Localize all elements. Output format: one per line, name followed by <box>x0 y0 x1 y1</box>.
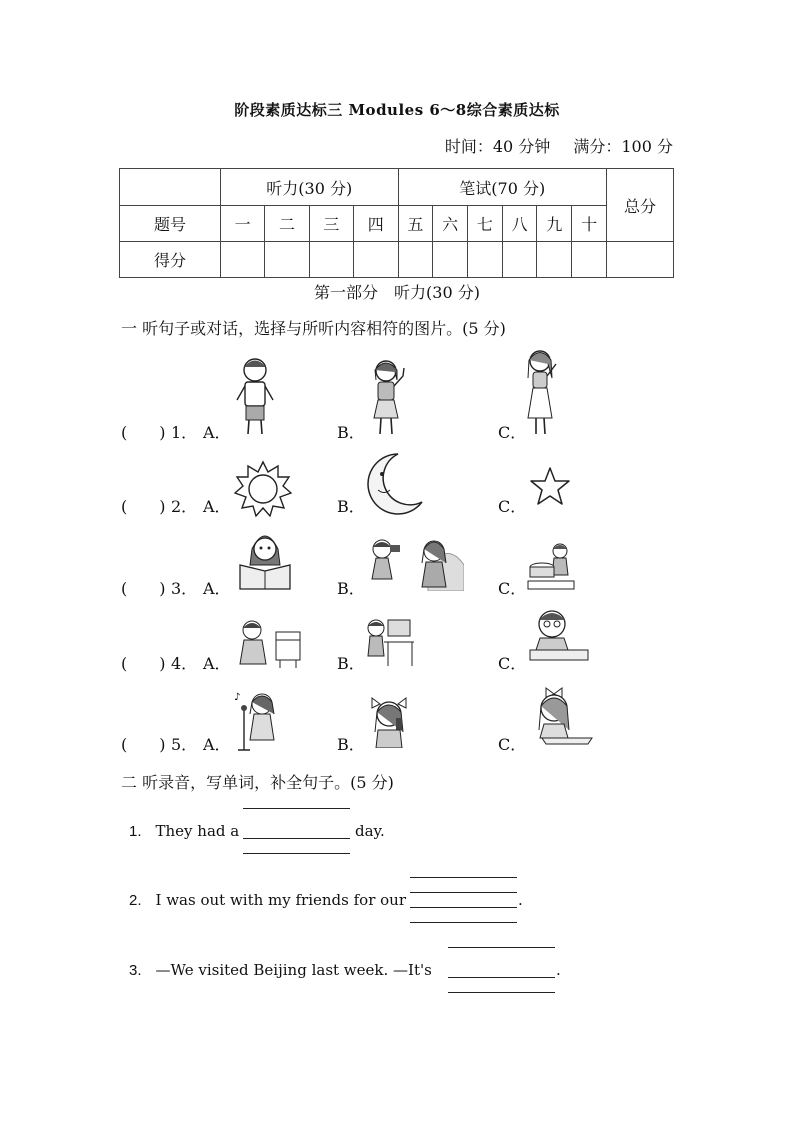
option-c-label: C． <box>498 579 527 598</box>
girl-on-phone-picture[interactable] <box>366 692 412 748</box>
answer-line[interactable] <box>410 907 517 908</box>
sentence-after: day. <box>355 822 385 840</box>
score-cell[interactable] <box>607 242 674 278</box>
sun-picture[interactable] <box>234 460 292 518</box>
answer-parentheses[interactable]: ( ) <box>121 497 166 516</box>
question-number: 三 <box>309 206 353 242</box>
score-cell[interactable] <box>502 242 537 278</box>
answer-line[interactable] <box>243 808 350 809</box>
option-c-label: C． <box>498 735 527 754</box>
answer-line[interactable] <box>448 977 555 978</box>
score-cell[interactable] <box>309 242 353 278</box>
question-number: 四 <box>354 206 398 242</box>
question-number: 3． <box>171 579 198 598</box>
question-label: 题号 <box>120 206 221 242</box>
option-a-label: A． <box>203 735 231 754</box>
boy-at-computer-picture[interactable] <box>366 616 416 668</box>
score-cell[interactable] <box>572 242 607 278</box>
exam-meta <box>445 134 673 157</box>
fill-sentence <box>129 822 239 840</box>
girl-waving-picture[interactable] <box>366 358 412 438</box>
question-number: 二 <box>265 206 309 242</box>
fill-sentence <box>129 961 432 979</box>
total-header: 总分 <box>607 169 674 242</box>
answer-line[interactable] <box>410 892 517 893</box>
star-picture[interactable] <box>528 466 572 508</box>
question-number: 八 <box>502 206 537 242</box>
section-two-title: 二 听录音，写单词，补全句子。(5 分) <box>121 773 394 792</box>
sentence-before: They had a <box>155 822 240 840</box>
question-number: 5． <box>171 735 198 754</box>
question-row <box>0 600 794 690</box>
option-c-label: C． <box>498 497 527 516</box>
boy-playing-piano-picture[interactable] <box>236 616 302 668</box>
question-row <box>0 680 794 770</box>
sentence-after: . <box>556 961 561 979</box>
answer-parentheses[interactable]: ( ) <box>121 654 166 673</box>
option-b-label: B． <box>337 579 365 598</box>
question-row <box>0 348 794 442</box>
option-b-label: B． <box>337 497 365 516</box>
page-title: 阶段素质达标三 Modules 6～8综合素质达标 <box>234 101 560 119</box>
score-table <box>119 168 674 278</box>
score-cell[interactable] <box>467 242 502 278</box>
question-number: 十 <box>572 206 607 242</box>
question-number: 2． <box>171 497 198 516</box>
writing-header: 笔试(70 分) <box>398 169 607 206</box>
full-score: 满分：100 分 <box>573 137 673 156</box>
question-number: 一 <box>221 206 265 242</box>
answer-line[interactable] <box>410 922 517 923</box>
option-c-label: C． <box>498 423 527 442</box>
question-number: 4． <box>171 654 198 673</box>
girl-typing-picture[interactable] <box>528 682 594 748</box>
answer-parentheses[interactable]: ( ) <box>121 735 166 754</box>
option-a-label: A． <box>203 654 231 673</box>
fill-sentence <box>129 891 406 909</box>
option-a-label: A． <box>203 579 231 598</box>
score-cell[interactable] <box>398 242 433 278</box>
sentence-before: I was out with my friends for our <box>155 891 407 909</box>
listening-header: 听力(30 分) <box>221 169 399 206</box>
section-one-title: 一 听句子或对话，选择与所听内容相符的图片。(5 分) <box>121 319 506 338</box>
score-cell[interactable] <box>433 242 468 278</box>
answer-parentheses[interactable]: ( ) <box>121 423 166 442</box>
option-b-label: B． <box>337 735 365 754</box>
answer-parentheses[interactable]: ( ) <box>121 579 166 598</box>
answer-line[interactable] <box>448 947 555 948</box>
boy-writing-picture[interactable] <box>528 604 590 666</box>
girls-taking-photo-picture[interactable] <box>368 537 464 591</box>
option-c-label: C． <box>498 654 527 673</box>
part-one-title: 第一部分 听力(30 分) <box>314 283 480 302</box>
option-b-label: B． <box>337 654 365 673</box>
item-number: 1. <box>129 823 142 840</box>
answer-line[interactable] <box>243 853 350 854</box>
option-b-label: B． <box>337 423 365 442</box>
moon-picture[interactable] <box>364 450 426 516</box>
option-a-label: A． <box>203 497 231 516</box>
question-number: 五 <box>398 206 433 242</box>
time-limit: 时间：40 分钟 <box>444 137 551 156</box>
svg-text:♪: ♪ <box>234 692 241 703</box>
question-number: 七 <box>467 206 502 242</box>
item-number: 2. <box>129 892 142 909</box>
score-label: 得分 <box>120 242 221 278</box>
girl-reading-picture[interactable] <box>238 527 292 591</box>
tall-girl-picture[interactable] <box>522 348 562 438</box>
girl-baking-cake-picture[interactable] <box>526 541 576 591</box>
score-cell[interactable] <box>354 242 398 278</box>
answer-line[interactable] <box>448 992 555 993</box>
option-a-label: A． <box>203 423 231 442</box>
score-table-corner <box>120 169 221 206</box>
answer-line[interactable] <box>243 838 350 839</box>
score-cell[interactable] <box>537 242 572 278</box>
question-number: 1． <box>171 423 198 442</box>
score-cell[interactable] <box>265 242 309 278</box>
item-number: 3. <box>129 962 142 979</box>
sentence-before: —We visited Beijing last week. —It's <box>155 961 432 979</box>
score-cell[interactable] <box>221 242 265 278</box>
question-number: 六 <box>433 206 468 242</box>
sentence-after: . <box>518 891 523 909</box>
question-number: 九 <box>537 206 572 242</box>
answer-line[interactable] <box>410 877 517 878</box>
boy-picture[interactable] <box>232 356 278 438</box>
girl-singing-picture[interactable] <box>232 688 280 752</box>
